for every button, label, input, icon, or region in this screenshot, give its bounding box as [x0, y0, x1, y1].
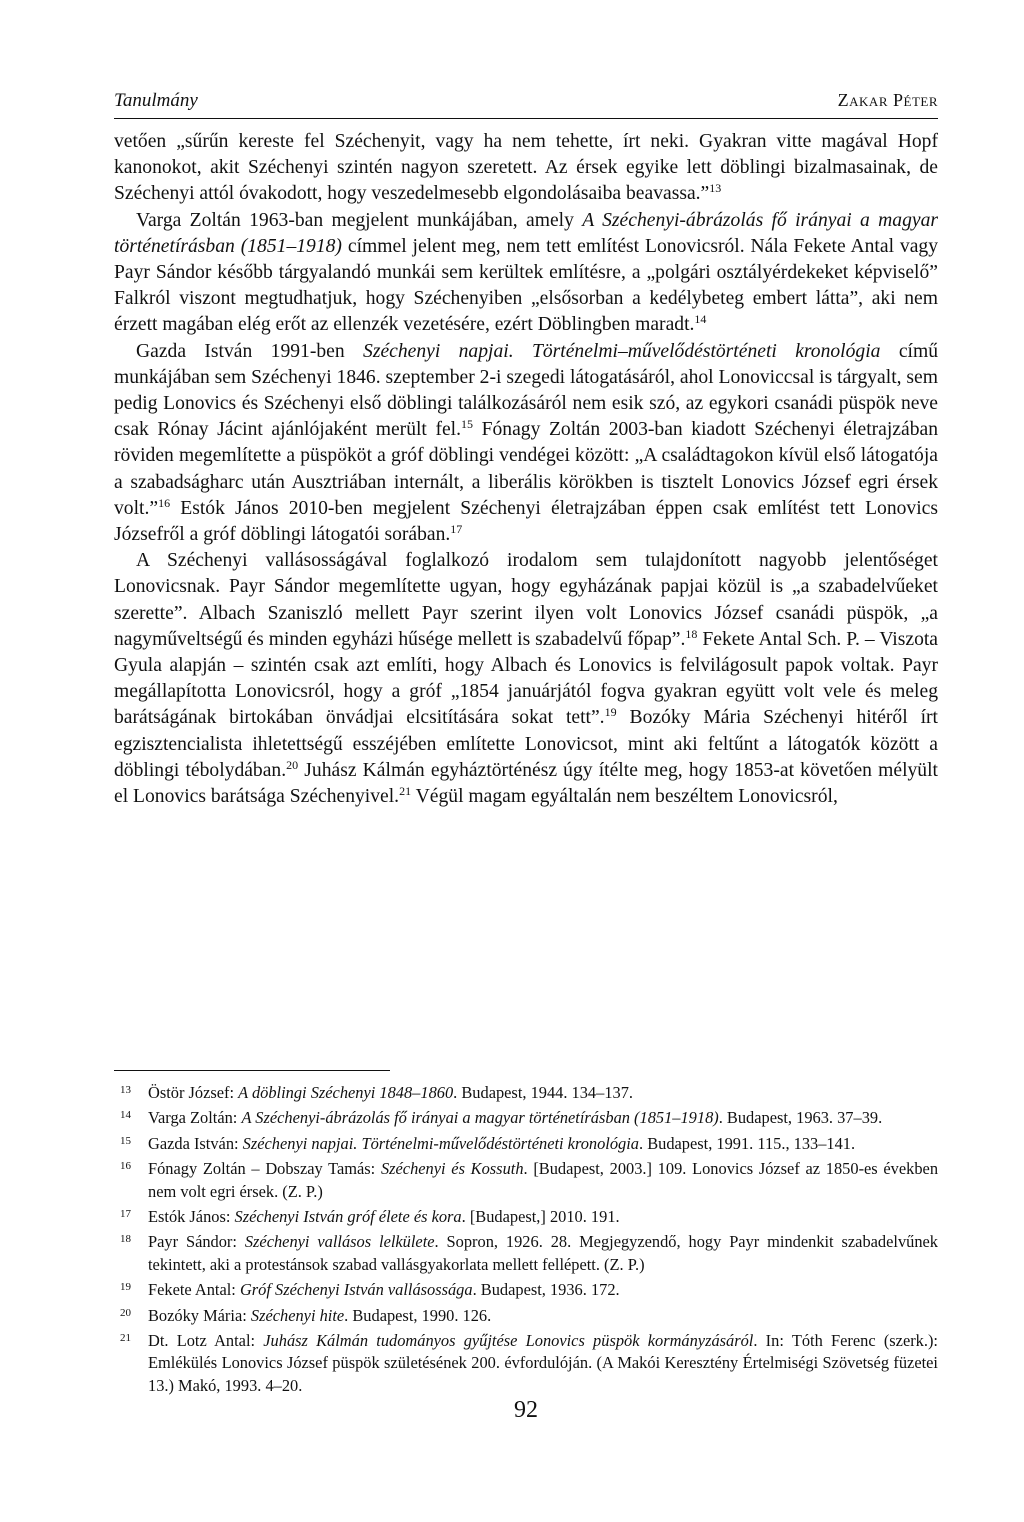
footnote-ref-14[interactable]: 14 [694, 312, 707, 327]
running-head [114, 88, 938, 119]
section-title: Tanulmány [114, 90, 198, 111]
footnotes [114, 1082, 938, 1400]
page [114, 0, 938, 1522]
paragraph-4: A Széchenyi vallásosságával foglalkozó irodalom sem tulajdonított nagyobb jelentőséget Lonovicsnak. Payr Sándor megemlítette ugyan, hogy egyházának papjai közül is „a szabadelvűeket szerette”. Albach Szaniszló mellett Payr szerint ilyen volt Lonovics József csanádi püspök, „a nagyműveltségű és minden egyházi hűsége mellett is szabadelvű főpap”.$^{18}$ Fekete Antal Sch. P. – Viszota Gyula alapján – szintén csak azt említi, hogy Albach és Lonovics is felvilágosult papok voltak. Payr megállapította Lonovicsról, hogy a gróf „1854 januárjától fogva gyakran együtt volt vele és meleg barátságának birtokában önvádjai elcsitítására sokat tett”.$^{19}$ Bozóky Mária Széchenyi hitéről írt egzisztencialista ihletettségű esszéjében említette Lonovicsot, mint aki feltűnt a látogatók között a döblingi tébolydában.$^{20}$ Juhász Kálmán egyháztörténész úgy ítélte meg, hogy 1853-at követően mélyült el Lonovics barátsága Széchenyivel.$^{21}$ Végül magam egyáltalán nem beszéltem Lonovicsról, [114, 550, 939, 808]
footnote-21: 21 Dt. Lotz Antal: Juhász Kálmán tudományos gyűjtése Lonovics püspök kormányzásáról. In: Tóth Ferenc (szerk.): Emlékülés Lonovics József püspök születésének 200. évfordulóján. (A Makói Keresztény Értelmiségi Szövetség füzetei 13.) Makó, 1993. 4–20. [120, 1331, 938, 1395]
footnote-ref-16[interactable]: 16 [158, 495, 171, 510]
author-name: Zakar Péter [837, 90, 938, 110]
footnote-19: 19 Fekete Antal: Gróf Széchenyi István vallásossága. Budapest, 1936. 172. [120, 1280, 620, 1300]
footnote-ref-18[interactable]: 18 [685, 626, 698, 641]
paragraph-1: vetően „sűrűn kereste fel Széchenyit, vagy ha nem tehette, írt neki. Gyakran vitte magával Hopf kanonokot, akit Széchenyi szintén nagyon szeretett. Az érsek egyike lett döblingi bizalmasainak, de Széchenyi attól óvakodott, hogy veszedelmesebb elgondolásaiba beavassa.”$^{13}$ [114, 131, 938, 205]
footnote-ref-17[interactable]: 17 [450, 522, 463, 537]
footnote-ref-19[interactable]: 19 [604, 705, 617, 720]
footnote-17: 17 Estók János: Széchenyi István gróf élete és kora. [Budapest,] 2010. 191. [120, 1207, 620, 1227]
footnote-18: 18 Payr Sándor: Széchenyi vallásos lelkülete. Sopron, 1926. 28. Megjegyzendő, hogy Payr mindenkit szabadelvűnek tekintett, aki a protestánsok szabad vallásgyakorlata mellett fellépett. (Z. P.) [120, 1232, 939, 1274]
footnote-15: 15 Gazda István: Széchenyi napjai. Történelmi-művelődéstörténeti kronológia. Budapest, 1991. 115., 133–141. [120, 1133, 856, 1153]
paragraph-2: Varga Zoltán 1963-ban megjelent munkájában, amely A Széchenyi-ábrázolás fő irányai a magyar történetírásban (1851–1918) címmel jelent meg, nem tett említést Lonovicsról. Nála Fekete Antal vagy Payr Sándor később tárgyalandó munkái sem kerültek említésre, a „polgári osztályérdekeket képviselő” Falkról viszont megtudhatjuk, hogy Széchenyiben „elsősorban a kedélybeteg embert látta”, aki nem érzett magában elég erőt az ellenzék vezetésére, ezért Döblingben maradt.$^{14}$ [114, 209, 939, 336]
footnote-16: 16 Fónagy Zoltán – Dobszay Tamás: Széchenyi és Kossuth. [Budapest, 2003.] 109. Lonovics József az 1850-es években nem volt egri érsek. (Z. P.) [120, 1159, 939, 1201]
footnote-ref-15[interactable]: 15 [461, 417, 474, 432]
footnote-14: 14 Varga Zoltán: A Széchenyi-ábrázolás fő irányai a magyar történetírásban (1851–1918). Budapest, 1963. 37–39. [120, 1108, 883, 1128]
footnote-ref-13[interactable]: 13 [709, 181, 722, 196]
footnote-20: 20 Bozóky Mária: Széchenyi hite. Budapest, 1990. 126. [120, 1305, 492, 1325]
page-number: 92 [514, 1397, 538, 1423]
body-text [114, 129, 938, 810]
footnote-divider [114, 1070, 390, 1071]
footnote-13: 13 Östör József: A döblingi Széchenyi 1848–1860. Budapest, 1944. 134–137. [120, 1083, 634, 1102]
paragraph-3: Gazda István 1991-ben Széchenyi napjai. Történelmi–művelődéstörténeti kronológia című munkájában sem Széchenyi 1846. szeptember 2-i szegedi látogatásáról, ahol Lonoviccsal is tárgyalt, sem pedig Lonovics és Széchenyi első döblingi találkozásáról nem esik szó, az egykori csanádi püspök neve csak Rónay Jácint ajánlójaként merült fel.$^{15}$ Fónagy Zoltán 2003-ban kiadott Széchenyi életrajzában röviden megemlítette a püspököt a gróf döblingi vendégei között: „A családtagokon kívül első látogatója a szabadságharc után Ausztriában internált, a liberális körökben is tisztelt Lonovics József egri érsek volt.”$^{16}$ Estók János 2010-ben megjelent Széchenyi életrajzában éppen csak említést tett Lonovics Józsefről a gróf döblingi látogatói sorában.$^{17}$ [114, 340, 939, 546]
footnote-ref-20[interactable]: 20 [286, 757, 299, 772]
footnote-ref-21[interactable]: 21 [399, 784, 412, 799]
